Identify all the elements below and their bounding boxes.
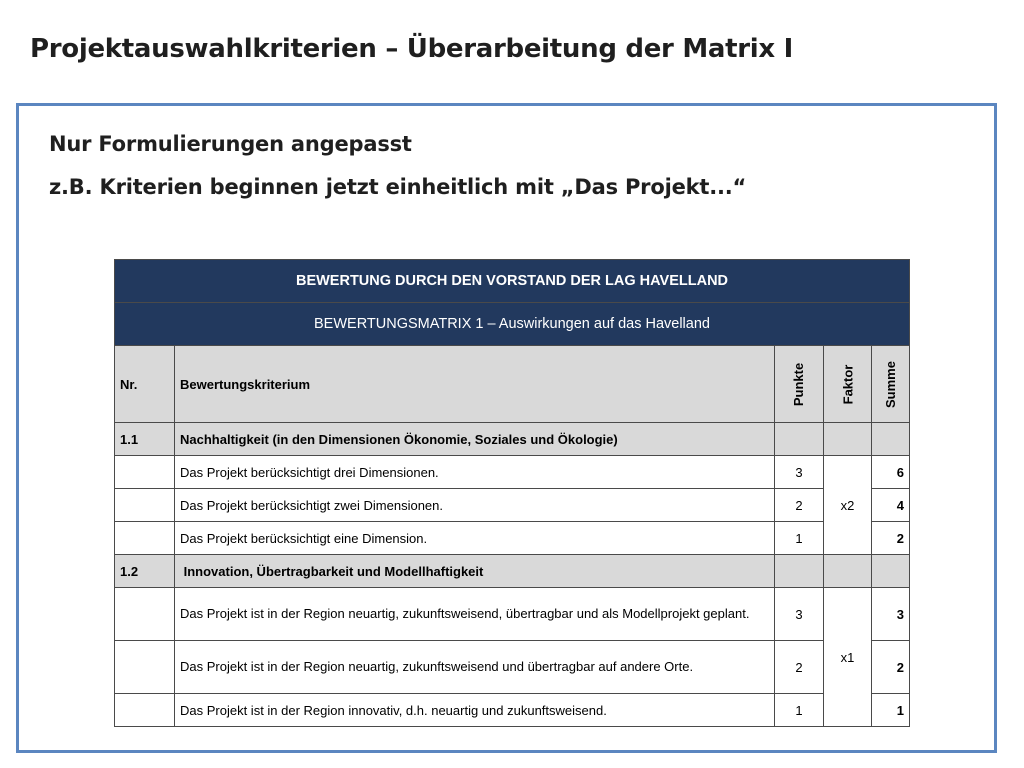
table-row <box>115 489 910 522</box>
table-header-row <box>115 260 910 303</box>
points-cell: 2 <box>775 641 824 694</box>
section-nr: 1.2 <box>115 555 175 588</box>
points-cell: 1 <box>775 694 824 727</box>
evaluation-matrix-table <box>114 259 910 727</box>
bullet-text: Nur Formulierungen angepasst <box>49 132 412 156</box>
section-title: Innovation, Übertragbarkeit und Modellhaftigkeit <box>175 555 775 588</box>
column-header-sum-label: Summe <box>883 360 898 408</box>
sum-cell: 2 <box>872 641 910 694</box>
column-header-row <box>115 346 910 423</box>
criterion-text: Das Projekt berücksichtigt drei Dimensionen. <box>175 456 775 489</box>
slide-title: Projektauswahlkriterien – Überarbeitung der Matrix I <box>30 34 794 64</box>
sum-cell: 6 <box>872 456 910 489</box>
criterion-text: Das Projekt ist in der Region neuartig, zukunftsweisend und übertragbar auf andere Orte. <box>175 641 775 694</box>
bullet-text: z.B. Kriterien beginnen jetzt einheitlich mit „Das Projekt...“ <box>49 175 747 199</box>
column-header-points-label: Punkte <box>791 362 807 406</box>
section-nr: 1.1 <box>115 423 175 456</box>
factor-cell: x2 <box>824 456 872 555</box>
table-row <box>115 694 910 727</box>
criterion-text: Das Projekt berücksichtigt eine Dimension. <box>175 522 775 555</box>
sum-cell: 4 <box>872 489 910 522</box>
criterion-text: Das Projekt ist in der Region innovativ, d.h. neuartig und zukunftsweisend. <box>175 694 775 727</box>
section-row <box>115 555 910 588</box>
criterion-text: Das Projekt ist in der Region neuartig, zukunftsweisend, übertragbar und als Modellprojekt geplant. <box>175 588 775 641</box>
criterion-text: Das Projekt berücksichtigt zwei Dimensionen. <box>175 489 775 522</box>
sum-cell: 2 <box>872 522 910 555</box>
points-cell: 2 <box>775 489 824 522</box>
sum-cell: 3 <box>872 588 910 641</box>
table-title: BEWERTUNG DURCH DEN VORSTAND DER LAG HAVELLAND <box>115 260 910 303</box>
column-header-nr: Nr. <box>115 346 175 423</box>
section-row <box>115 423 910 456</box>
section-title: Nachhaltigkeit (in den Dimensionen Ökonomie, Soziales und Ökologie) <box>175 423 775 456</box>
column-header-points <box>775 346 824 423</box>
table-subheader-row <box>115 303 910 346</box>
table-row <box>115 522 910 555</box>
table-row <box>115 588 910 641</box>
points-cell: 3 <box>775 588 824 641</box>
table-row <box>115 456 910 489</box>
column-header-factor <box>824 346 872 423</box>
content-frame <box>16 103 997 753</box>
sum-cell: 1 <box>872 694 910 727</box>
table-row <box>115 641 910 694</box>
factor-cell: x1 <box>824 588 872 727</box>
points-cell: 1 <box>775 522 824 555</box>
table-subtitle: BEWERTUNGSMATRIX 1 – Auswirkungen auf das Havelland <box>115 303 910 346</box>
column-header-sum <box>872 346 910 423</box>
column-header-criterion: Bewertungskriterium <box>175 346 775 423</box>
column-header-factor-label: Faktor <box>840 364 856 404</box>
points-cell: 3 <box>775 456 824 489</box>
